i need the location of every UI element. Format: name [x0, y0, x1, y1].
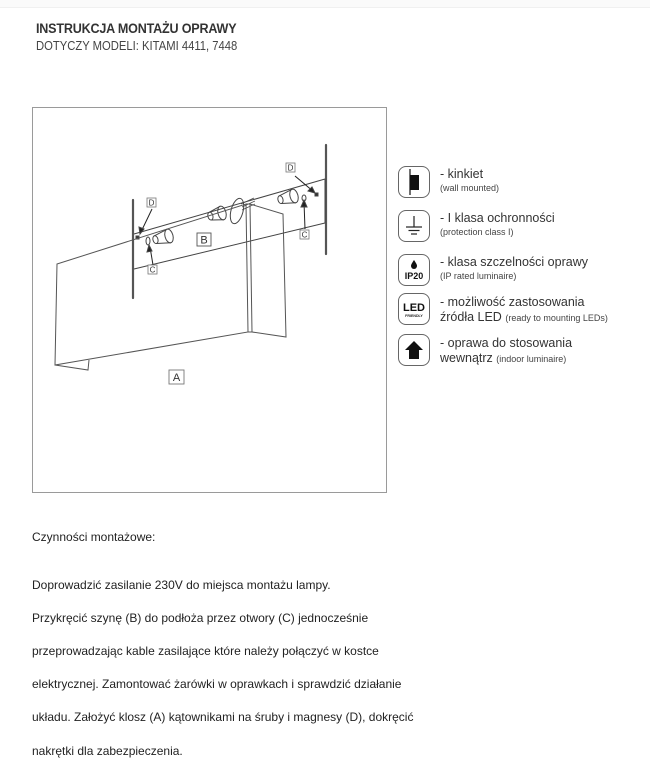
ip20-icon-text: IP20	[404, 271, 424, 281]
instruction-line: elektrycznej. Zamontować żarówki w oprawkach i sprawdzić działanie	[32, 677, 402, 692]
label-b-rail: B	[200, 234, 208, 247]
protection-class-1-icon	[398, 210, 430, 242]
top-bar	[0, 0, 650, 8]
instruction-line: układu. Założyć klosz (A) kątownikami na śruby i magnesy (D), dokręcić	[32, 710, 414, 725]
label-c-right: C	[301, 230, 308, 240]
legend-label: - możliwość zastosowania	[440, 295, 585, 309]
instructions-body	[32, 560, 452, 776]
instruction-line: przeprowadzając kable zasilające które należy połączyć w kostce	[32, 643, 379, 658]
ip20-icon	[398, 254, 430, 286]
label-d-left: D	[148, 198, 155, 208]
legend-sublabel: (indoor luminaire)	[496, 354, 567, 364]
assembly-diagram	[32, 107, 387, 493]
instruction-line: Doprowadzić zasilanie 230V do miejsca montażu lampy.	[32, 577, 331, 592]
legend-label: - oprawa do stosowania	[440, 336, 573, 350]
indoor-icon	[398, 334, 430, 366]
led-icon-text: LED	[403, 302, 425, 314]
legend-label: - kinkiet	[440, 167, 484, 181]
label-c-left: C	[149, 265, 156, 275]
instruction-line: Przykręcić szynę (B) do podłoża przez otwory (C) jednocześnie	[32, 610, 369, 625]
page-subtitle: DOTYCZY MODELI: KITAMI 4411, 7448	[36, 39, 238, 53]
legend-sublabel: (protection class I)	[440, 227, 514, 237]
legend-sublabel: (IP rated luminaire)	[440, 271, 517, 281]
label-d-right: D	[287, 163, 294, 173]
friendly-icon-text: FRIENDLY	[405, 314, 423, 318]
legend-sublabel: (wall mounted)	[440, 183, 500, 193]
instructions-heading: Czynności montażowe:	[32, 530, 156, 544]
page-title: INSTRUKCJA MONTAŻU OPRAWY	[36, 21, 237, 36]
led-friendly-icon	[398, 293, 430, 325]
label-a-shade: A	[172, 372, 181, 384]
legend-label: - klasa szczelności oprawy	[440, 255, 588, 269]
instruction-line: nakrętki dla zabezpieczenia.	[32, 743, 183, 758]
legend-label-line2: wewnątrz	[440, 351, 493, 365]
wall-mounted-icon	[398, 166, 430, 198]
legend-label-line2: źródła LED	[440, 310, 502, 324]
legend-sublabel: (ready to mounting LEDs)	[505, 313, 608, 323]
diagram-drawing	[33, 108, 388, 494]
legend-label: - I klasa ochronności	[440, 211, 555, 225]
